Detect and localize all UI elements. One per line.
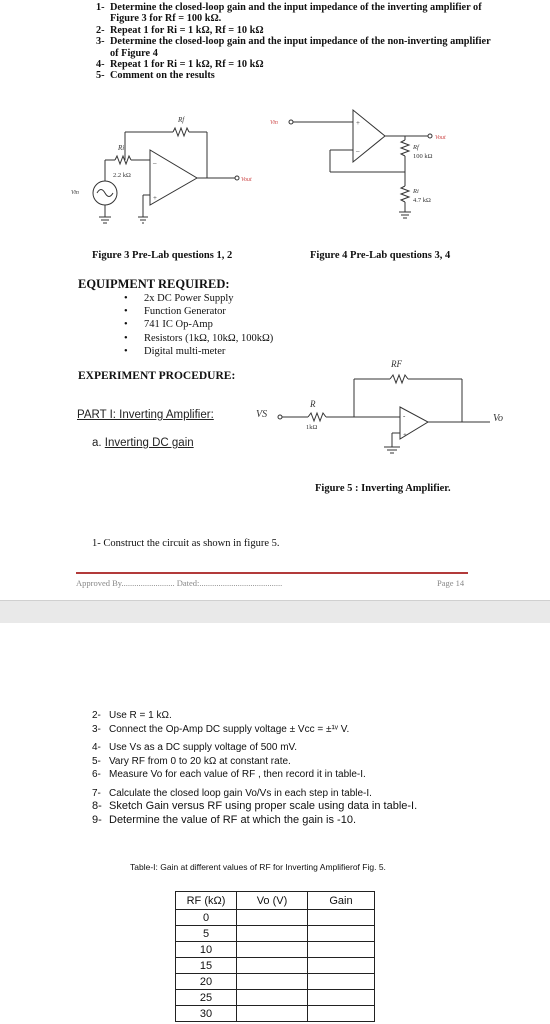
opamp-plus: +: [403, 431, 407, 439]
question-item: 5- Comment on the results: [96, 70, 215, 82]
opamp-minus: –: [356, 147, 360, 155]
results-table: [175, 891, 375, 1022]
fig5-rf-label: RF: [391, 359, 402, 369]
prelab-questions: [96, 2, 496, 82]
page-number: Page 14: [437, 578, 465, 588]
fig4-vin-label: Vin: [270, 120, 278, 126]
fig5-r-label: R: [310, 399, 316, 409]
figure-5-circuit: [250, 355, 510, 465]
step-item: 2- Use R = 1 kΩ.: [92, 710, 172, 721]
table-row: 10: [176, 942, 375, 958]
table-row: 20: [176, 974, 375, 990]
step-item: 7- Calculate the closed loop gain Vo/Vs in each step in table-I.: [92, 787, 372, 799]
table-caption: Table-I: Gain at different values of RF for Inverting Amplifierof Fig. 5.: [130, 862, 386, 872]
fig4-rf-value: 100 kΩ: [413, 153, 433, 160]
figure-3-circuit: [71, 105, 265, 230]
table-header-row: [176, 892, 375, 910]
sub-heading-a: a. Inverting DC gain: [92, 437, 194, 449]
footer-approved: Approved By......................... Dated:.......................................: [76, 578, 283, 588]
step-item: 6- Measure Vo for each value of RF , then record it in table-I.: [92, 769, 366, 780]
figure-4-circuit: [270, 100, 470, 230]
fig3-ri-label: Ri: [118, 144, 125, 152]
page-separator: [0, 600, 550, 624]
col-header-rf: RF (kΩ): [176, 892, 237, 910]
question-item: 3- Determine the closed-loop gain and the input impedance of the non-inverting amplifier of Figure 4: [96, 36, 491, 59]
fig3-vin-label: Vin: [71, 190, 79, 196]
figure-4-caption: Figure 4 Pre-Lab questions 3, 4: [310, 250, 451, 261]
fig5-vo-label: Vo: [493, 413, 503, 424]
opamp-plus: +: [153, 194, 157, 202]
list-item: • Resistors (1kΩ, 10kΩ, 100kΩ): [124, 332, 273, 345]
step-item: 4- Use Vs as a DC supply voltage of 500 mV.: [92, 742, 298, 753]
procedure-title: EXPERIMENT PROCEDURE:: [78, 370, 236, 382]
opamp-plus: +: [356, 119, 360, 127]
fig5-r-value: 1kΩ: [306, 424, 318, 431]
list-item: • Digital multi-meter: [124, 345, 273, 358]
question-item: 2- Repeat 1 for Ri = 1 kΩ, Rf = 10 kΩ: [96, 24, 264, 36]
procedure-steps: [92, 709, 417, 827]
fig4-ri-value: 4.7 kΩ: [413, 197, 431, 204]
table-row: 25: [176, 990, 375, 1006]
step-item: 9- Determine the value of RF at which the gain is -10.: [92, 813, 357, 826]
table-row: 0: [176, 910, 375, 926]
fig4-vout-label: Vout: [435, 135, 446, 141]
page-2: [0, 623, 550, 1024]
figure-5-caption: Figure 5 : Inverting Amplifier.: [315, 483, 451, 494]
equipment-title: EQUIPMENT REQUIRED:: [78, 277, 230, 291]
table-row: 15: [176, 958, 375, 974]
step-item: 3- Connect the Op-Amp DC supply voltage ± Vcc = ±¹ᵛ V.: [92, 723, 350, 735]
table-row: 5: [176, 926, 375, 942]
fig4-rf-label: Rf: [413, 144, 419, 151]
equipment-list: [124, 292, 273, 358]
part-1-heading: PART I: Inverting Amplifier:: [77, 409, 214, 421]
list-item: • 2x DC Power Supply: [124, 292, 273, 305]
step-item: 5- Vary RF from 0 to 20 kΩ at constant rate.: [92, 755, 291, 767]
table-row: 30: [176, 1006, 375, 1022]
fig3-ri-value: 2.2 kΩ: [113, 172, 131, 179]
fig3-vout-label: Vout: [241, 177, 252, 183]
col-header-gain: Gain: [308, 892, 375, 910]
list-item: • Function Generator: [124, 305, 273, 318]
step-1: 1- Construct the circuit as shown in figure 5.: [92, 538, 280, 549]
footer-divider: [76, 572, 468, 574]
opamp-minus: –: [153, 159, 157, 167]
question-item: 1- Determine the closed-loop gain and the input impedance of the inverting amplifier of Figure 3 for Rf = 100 kΩ.: [96, 2, 482, 25]
step-item: 8- Sketch Gain versus RF using proper scale using data in table-I.: [92, 800, 418, 812]
fig3-rf-label: Rf: [178, 116, 185, 124]
opamp-minus: -: [403, 412, 406, 420]
fig5-vs-label: VS: [256, 409, 268, 420]
figure-3-caption: Figure 3 Pre-Lab questions 1, 2: [92, 250, 233, 261]
col-header-vo: Vo (V): [237, 892, 308, 910]
fig4-ri-label: Ri: [413, 188, 419, 195]
list-item: • 741 IC Op-Amp: [124, 318, 273, 331]
question-item: 4- Repeat 1 for Ri = 1 kΩ, Rf = 10 kΩ: [96, 59, 264, 71]
